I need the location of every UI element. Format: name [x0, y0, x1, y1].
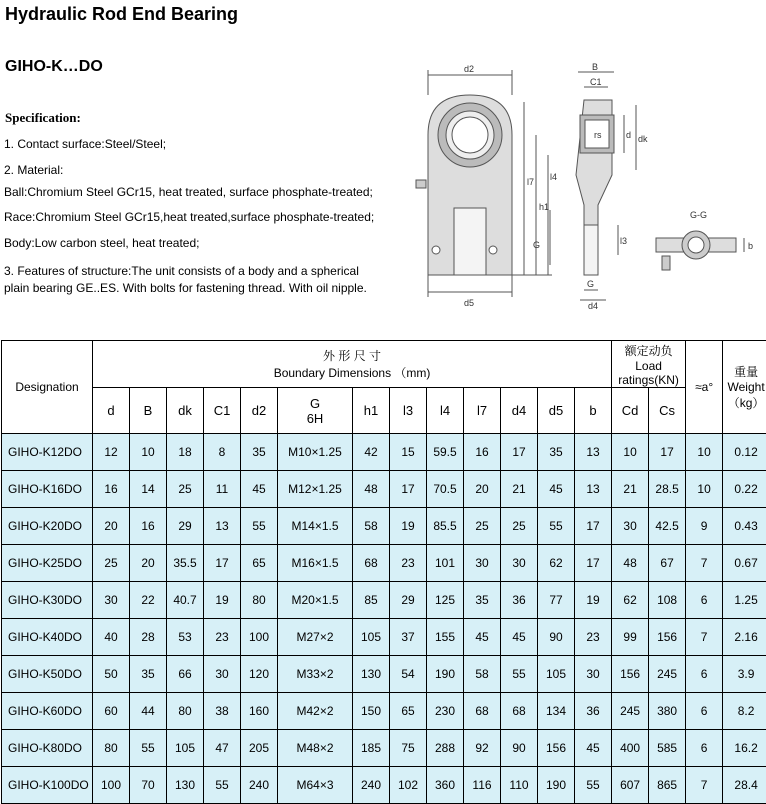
table-cell: 101: [427, 545, 464, 582]
spec-line: 2. Material:: [4, 162, 63, 178]
table-cell: 80: [167, 693, 204, 730]
table-cell: 116: [464, 767, 501, 804]
table-cell: 45: [241, 471, 278, 508]
col-header: d4: [501, 388, 538, 434]
table-cell: 70: [130, 767, 167, 804]
col-header-g-tol: 6H: [278, 411, 352, 426]
table-cell: 190: [427, 656, 464, 693]
table-cell: 75: [390, 730, 427, 767]
col-header: l4: [427, 388, 464, 434]
page-title: Hydraulic Rod End Bearing: [5, 4, 238, 25]
table-cell: 13: [575, 434, 612, 471]
designation-cell: GIHO-K40DO: [2, 619, 93, 656]
table-cell: 53: [167, 619, 204, 656]
col-header: d: [93, 388, 130, 434]
col-header: dk: [167, 388, 204, 434]
table-cell: 21: [501, 471, 538, 508]
table-cell: 44: [130, 693, 167, 730]
table-cell: 17: [501, 434, 538, 471]
table-cell: 17: [204, 545, 241, 582]
col-header: B: [130, 388, 167, 434]
table-cell: 48: [612, 545, 649, 582]
spec-line: Race:Chromium Steel GCr15,heat treated,surface phosphate-treated;: [4, 209, 374, 225]
table-cell: 155: [427, 619, 464, 656]
table-cell: 35: [130, 656, 167, 693]
table-cell: 240: [353, 767, 390, 804]
table-cell: 125: [427, 582, 464, 619]
table-cell: 28.4: [723, 767, 766, 804]
table-cell: 245: [612, 693, 649, 730]
table-cell: 288: [427, 730, 464, 767]
table-body: [2, 434, 766, 804]
spec-heading: Specification:: [5, 110, 81, 126]
table-cell: 10: [612, 434, 649, 471]
table-cell: 14: [130, 471, 167, 508]
table-cell: 40: [93, 619, 130, 656]
spec-line: plain bearing GE..ES. With bolts for fastening thread. With oil nipple.: [4, 280, 367, 296]
table-cell: M33×2: [278, 656, 353, 693]
table-cell: 55: [538, 508, 575, 545]
table-cell: 8.2: [723, 693, 766, 730]
table-cell: 108: [649, 582, 686, 619]
table-cell: 62: [538, 545, 575, 582]
table-row: [2, 471, 766, 508]
table-cell: 1.25: [723, 582, 766, 619]
table-cell: 0.43: [723, 508, 766, 545]
dim-label-b: B: [592, 62, 598, 72]
table-cell: 7: [686, 545, 723, 582]
table-cell: 42: [353, 434, 390, 471]
table-cell: 17: [575, 508, 612, 545]
dim-label-d: d: [626, 130, 631, 140]
table-cell: 245: [649, 656, 686, 693]
table-cell: 77: [538, 582, 575, 619]
table-cell: 17: [649, 434, 686, 471]
table-row: [2, 767, 766, 804]
table-cell: 13: [575, 471, 612, 508]
table-cell: 55: [130, 730, 167, 767]
table-cell: 20: [130, 545, 167, 582]
dim-label-rs: rs: [594, 130, 602, 140]
table-cell: 23: [204, 619, 241, 656]
table-cell: 6: [686, 582, 723, 619]
table-cell: 99: [612, 619, 649, 656]
table-cell: 16: [130, 508, 167, 545]
table-cell: 42.5: [649, 508, 686, 545]
table-cell: M48×2: [278, 730, 353, 767]
table-cell: 35: [241, 434, 278, 471]
table-row: [2, 656, 766, 693]
table-cell: 230: [427, 693, 464, 730]
table-row: [2, 434, 766, 471]
table-cell: 15: [390, 434, 427, 471]
table-cell: 70.5: [427, 471, 464, 508]
table-cell: 17: [390, 471, 427, 508]
table-cell: 10: [686, 471, 723, 508]
table-cell: 45: [575, 730, 612, 767]
col-header-g: [278, 388, 353, 434]
table-cell: 28: [130, 619, 167, 656]
table-cell: 102: [390, 767, 427, 804]
table-cell: 80: [241, 582, 278, 619]
table-cell: 6: [686, 656, 723, 693]
col-header: Cd: [612, 388, 649, 434]
designation-cell: GIHO-K100DO: [2, 767, 93, 804]
col-header: d5: [538, 388, 575, 434]
table-cell: 190: [538, 767, 575, 804]
table-cell: 16.2: [723, 730, 766, 767]
dim-label-l7: l7: [527, 177, 534, 187]
table-cell: 400: [612, 730, 649, 767]
table-cell: 48: [353, 471, 390, 508]
table-cell: 0.12: [723, 434, 766, 471]
table-cell: 47: [204, 730, 241, 767]
table-cell: 240: [241, 767, 278, 804]
dim-label-g: G: [533, 240, 540, 250]
table-cell: M16×1.5: [278, 545, 353, 582]
table-cell: 13: [204, 508, 241, 545]
designation-cell: GIHO-K25DO: [2, 545, 93, 582]
table-cell: 30: [501, 545, 538, 582]
table-cell: 55: [241, 508, 278, 545]
table-cell: 19: [390, 508, 427, 545]
table-cell: 360: [427, 767, 464, 804]
col-header: d2: [241, 388, 278, 434]
table-cell: 156: [649, 619, 686, 656]
table-cell: 60: [93, 693, 130, 730]
table-cell: 130: [353, 656, 390, 693]
table-cell: 38: [204, 693, 241, 730]
table-cell: 20: [93, 508, 130, 545]
table-row: [2, 508, 766, 545]
table-cell: 25: [501, 508, 538, 545]
table-cell: 62: [612, 582, 649, 619]
table-cell: 16: [93, 471, 130, 508]
table-cell: 45: [501, 619, 538, 656]
table-cell: 55: [204, 767, 241, 804]
table-cell: 380: [649, 693, 686, 730]
table-cell: 23: [575, 619, 612, 656]
header-weight-en: Weight: [723, 380, 766, 394]
table-cell: 50: [93, 656, 130, 693]
table-cell: 58: [464, 656, 501, 693]
col-header-g-label: G: [278, 396, 352, 411]
table-cell: 36: [501, 582, 538, 619]
table-cell: 105: [167, 730, 204, 767]
table-cell: 23: [390, 545, 427, 582]
dim-label-l4: l4: [550, 172, 557, 182]
header-group-en: Boundary Dimensions （mm): [93, 364, 611, 381]
table-cell: M20×1.5: [278, 582, 353, 619]
table-cell: 865: [649, 767, 686, 804]
dim-label-d4: d4: [588, 301, 598, 310]
table-cell: 10: [130, 434, 167, 471]
table-cell: 45: [538, 471, 575, 508]
dim-label-h1: h1: [539, 202, 549, 212]
table-cell: 25: [464, 508, 501, 545]
table-cell: 35: [464, 582, 501, 619]
designation-cell: GIHO-K30DO: [2, 582, 93, 619]
table-cell: 130: [167, 767, 204, 804]
table-cell: 19: [204, 582, 241, 619]
table-cell: 85: [353, 582, 390, 619]
table-cell: 10: [686, 434, 723, 471]
table-cell: 80: [93, 730, 130, 767]
table-row: [2, 619, 766, 656]
table-cell: 54: [390, 656, 427, 693]
table-cell: 6: [686, 730, 723, 767]
table-cell: 30: [575, 656, 612, 693]
table-cell: 185: [353, 730, 390, 767]
header-boundary-dimensions: [93, 341, 612, 388]
table-cell: 30: [464, 545, 501, 582]
table-cell: M64×3: [278, 767, 353, 804]
table-cell: 36: [575, 693, 612, 730]
col-header: b: [575, 388, 612, 434]
table-cell: 30: [204, 656, 241, 693]
table-row: [2, 730, 766, 767]
table-cell: 17: [575, 545, 612, 582]
table-cell: 0.22: [723, 471, 766, 508]
table-cell: 100: [241, 619, 278, 656]
dim-label-d5: d5: [464, 298, 474, 308]
table-row: [2, 582, 766, 619]
table-cell: M42×2: [278, 693, 353, 730]
table-cell: 59.5: [427, 434, 464, 471]
col-header: C1: [204, 388, 241, 434]
spec-line: 3. Features of structure:The unit consists of a body and a spherical: [4, 263, 359, 279]
table-cell: 156: [612, 656, 649, 693]
table-cell: 7: [686, 767, 723, 804]
col-header: Cs: [649, 388, 686, 434]
table-cell: 12: [93, 434, 130, 471]
table-cell: 2.16: [723, 619, 766, 656]
dim-label-d2: d2: [464, 64, 474, 74]
table-cell: 105: [353, 619, 390, 656]
table-cell: 92: [464, 730, 501, 767]
header-load-cn: 额定动负: [612, 342, 685, 359]
model-heading: GIHO-K…DO: [5, 58, 103, 76]
table-cell: 105: [538, 656, 575, 693]
spec-line: 1. Contact surface:Steel/Steel;: [4, 136, 166, 152]
col-header: l3: [390, 388, 427, 434]
header-weight: [723, 341, 766, 434]
header-load-en1: Load: [612, 359, 685, 373]
table-cell: 40.7: [167, 582, 204, 619]
table-cell: 205: [241, 730, 278, 767]
dim-label-b-small: b: [748, 241, 753, 251]
dim-label-dk: dk: [638, 134, 648, 144]
table-cell: M14×1.5: [278, 508, 353, 545]
table-cell: 585: [649, 730, 686, 767]
designation-cell: GIHO-K12DO: [2, 434, 93, 471]
table-cell: 22: [130, 582, 167, 619]
header-angle: ≈a°: [686, 341, 723, 434]
table-cell: 35: [538, 434, 575, 471]
table-cell: 45: [464, 619, 501, 656]
table-cell: 65: [241, 545, 278, 582]
table-cell: M12×1.25: [278, 471, 353, 508]
designation-cell: GIHO-K60DO: [2, 693, 93, 730]
table-cell: 156: [538, 730, 575, 767]
table-cell: 11: [204, 471, 241, 508]
table-cell: 3.9: [723, 656, 766, 693]
col-header: l7: [464, 388, 501, 434]
table-cell: 25: [93, 545, 130, 582]
table-cell: 85.5: [427, 508, 464, 545]
table-cell: 29: [167, 508, 204, 545]
table-cell: 55: [501, 656, 538, 693]
header-load-en2: ratings(KN): [612, 373, 685, 387]
table-cell: 16: [464, 434, 501, 471]
designation-cell: GIHO-K20DO: [2, 508, 93, 545]
col-header: h1: [353, 388, 390, 434]
table-cell: 30: [612, 508, 649, 545]
table-cell: 90: [538, 619, 575, 656]
spec-line: Ball:Chromium Steel GCr15, heat treated, surface phosphate-treated;: [4, 184, 373, 200]
table-cell: 68: [464, 693, 501, 730]
table-cell: 8: [204, 434, 241, 471]
table-cell: 66: [167, 656, 204, 693]
table-cell: 100: [93, 767, 130, 804]
table-cell: 90: [501, 730, 538, 767]
designation-cell: GIHO-K80DO: [2, 730, 93, 767]
table-cell: 21: [612, 471, 649, 508]
dim-label-c1: C1: [590, 77, 602, 87]
table-cell: 65: [390, 693, 427, 730]
table-cell: 67: [649, 545, 686, 582]
table-cell: 7: [686, 619, 723, 656]
table-cell: 58: [353, 508, 390, 545]
table-cell: 0.67: [723, 545, 766, 582]
table-cell: 120: [241, 656, 278, 693]
header-load-ratings: [612, 341, 686, 388]
table-cell: 150: [353, 693, 390, 730]
table-cell: 37: [390, 619, 427, 656]
table-cell: 134: [538, 693, 575, 730]
table-cell: 55: [575, 767, 612, 804]
table-cell: 160: [241, 693, 278, 730]
table-cell: 110: [501, 767, 538, 804]
dim-label-g-side: G: [587, 279, 594, 289]
header-group-cn: 外 形 尺 寸: [93, 347, 611, 364]
spec-line: Body:Low carbon steel, heat treated;: [4, 235, 199, 251]
table-cell: 29: [390, 582, 427, 619]
table-cell: 19: [575, 582, 612, 619]
header-weight-unit: （kg）: [723, 394, 766, 411]
table-cell: 607: [612, 767, 649, 804]
table-cell: 68: [501, 693, 538, 730]
table-cell: 35.5: [167, 545, 204, 582]
table-cell: 6: [686, 693, 723, 730]
designation-cell: GIHO-K50DO: [2, 656, 93, 693]
table-row: [2, 693, 766, 730]
dim-label-l3: l3: [620, 236, 627, 246]
table-cell: 28.5: [649, 471, 686, 508]
table-cell: 9: [686, 508, 723, 545]
section-label: G-G: [690, 210, 707, 220]
table-cell: 18: [167, 434, 204, 471]
technical-drawing: [400, 60, 766, 310]
header-designation: Designation: [2, 341, 93, 434]
dimensions-table: [1, 340, 766, 804]
table-cell: 20: [464, 471, 501, 508]
table-cell: M27×2: [278, 619, 353, 656]
designation-cell: GIHO-K16DO: [2, 471, 93, 508]
header-weight-cn: 重量: [723, 363, 766, 380]
table-row: [2, 545, 766, 582]
table-cell: M10×1.25: [278, 434, 353, 471]
table-cell: 30: [93, 582, 130, 619]
table-cell: 68: [353, 545, 390, 582]
table-cell: 25: [167, 471, 204, 508]
